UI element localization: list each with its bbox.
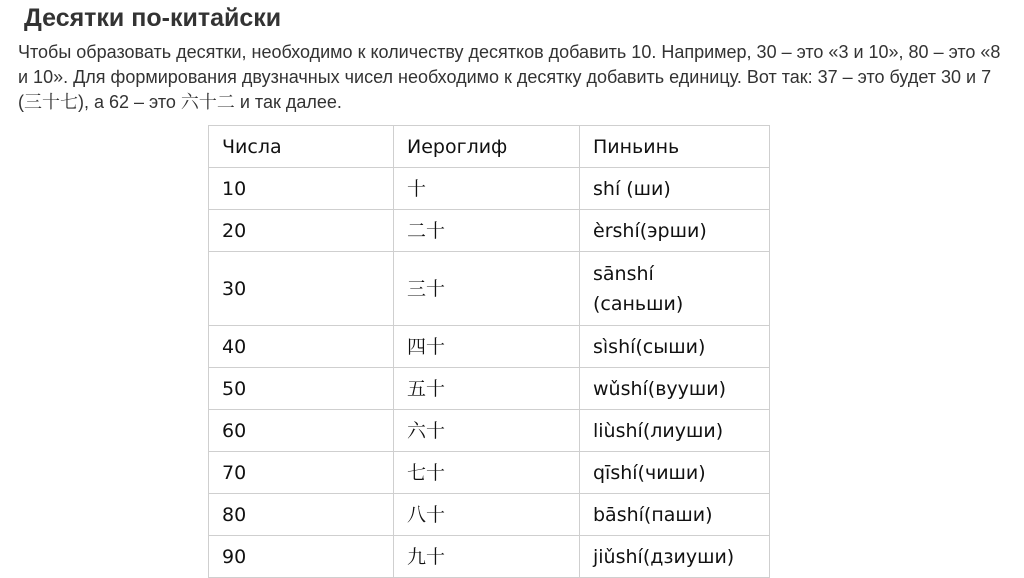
table-row: [209, 168, 770, 210]
number-cell: 80: [209, 494, 394, 536]
table-row: [209, 410, 770, 452]
pinyin-cell: èrshí(эрши): [580, 210, 770, 252]
hieroglyph-cell: 五十: [394, 368, 580, 410]
table-row: [209, 326, 770, 368]
pinyin-cell: sānshí (саньши): [580, 252, 770, 326]
table-row: [209, 368, 770, 410]
number-cell: 90: [209, 536, 394, 578]
table-row: [209, 210, 770, 252]
hieroglyph-cell: 十: [394, 168, 580, 210]
number-cell: 20: [209, 210, 394, 252]
number-cell: 50: [209, 368, 394, 410]
table-row: [209, 452, 770, 494]
pinyin-cell: liùshí(лиуши): [580, 410, 770, 452]
number-cell: 40: [209, 326, 394, 368]
hieroglyph-cell: 六十: [394, 410, 580, 452]
hieroglyph-cell: 三十: [394, 252, 580, 326]
tens-table: [208, 125, 770, 578]
hieroglyph-cell: 四十: [394, 326, 580, 368]
table-row: [209, 494, 770, 536]
pinyin-cell: shí (ши): [580, 168, 770, 210]
number-cell: 60: [209, 410, 394, 452]
header-hieroglyph: Иероглиф: [394, 126, 580, 168]
pinyin-cell: wǔshí(вууши): [580, 368, 770, 410]
table-header-row: [209, 126, 770, 168]
number-cell: 30: [209, 252, 394, 326]
pinyin-cell: qīshí(чиши): [580, 452, 770, 494]
pinyin-cell: sìshí(сыши): [580, 326, 770, 368]
number-cell: 10: [209, 168, 394, 210]
hieroglyph-cell: 二十: [394, 210, 580, 252]
pinyin-cell: jiǔshí(дзиуши): [580, 536, 770, 578]
header-pinyin: Пиньинь: [580, 126, 770, 168]
hieroglyph-cell: 八十: [394, 494, 580, 536]
page-title: Десятки по-китайски: [24, 4, 282, 32]
intro-paragraph: Чтобы образовать десятки, необходимо к количеству десятков добавить 10. Например, 30 – это «3 и 10», 80 – это «8 и 10». Для формирования двузначных чисел необходимо к десятку добавить единицу. Вот так: 37 – это будет 30 и 7 (三十七), а 62 – это 六十二 и так далее.: [18, 42, 1001, 112]
table-row: [209, 252, 770, 326]
number-cell: 70: [209, 452, 394, 494]
table-row: [209, 536, 770, 578]
pinyin-cell: bāshí(паши): [580, 494, 770, 536]
header-numbers: Числа: [209, 126, 394, 168]
hieroglyph-cell: 七十: [394, 452, 580, 494]
hieroglyph-cell: 九十: [394, 536, 580, 578]
